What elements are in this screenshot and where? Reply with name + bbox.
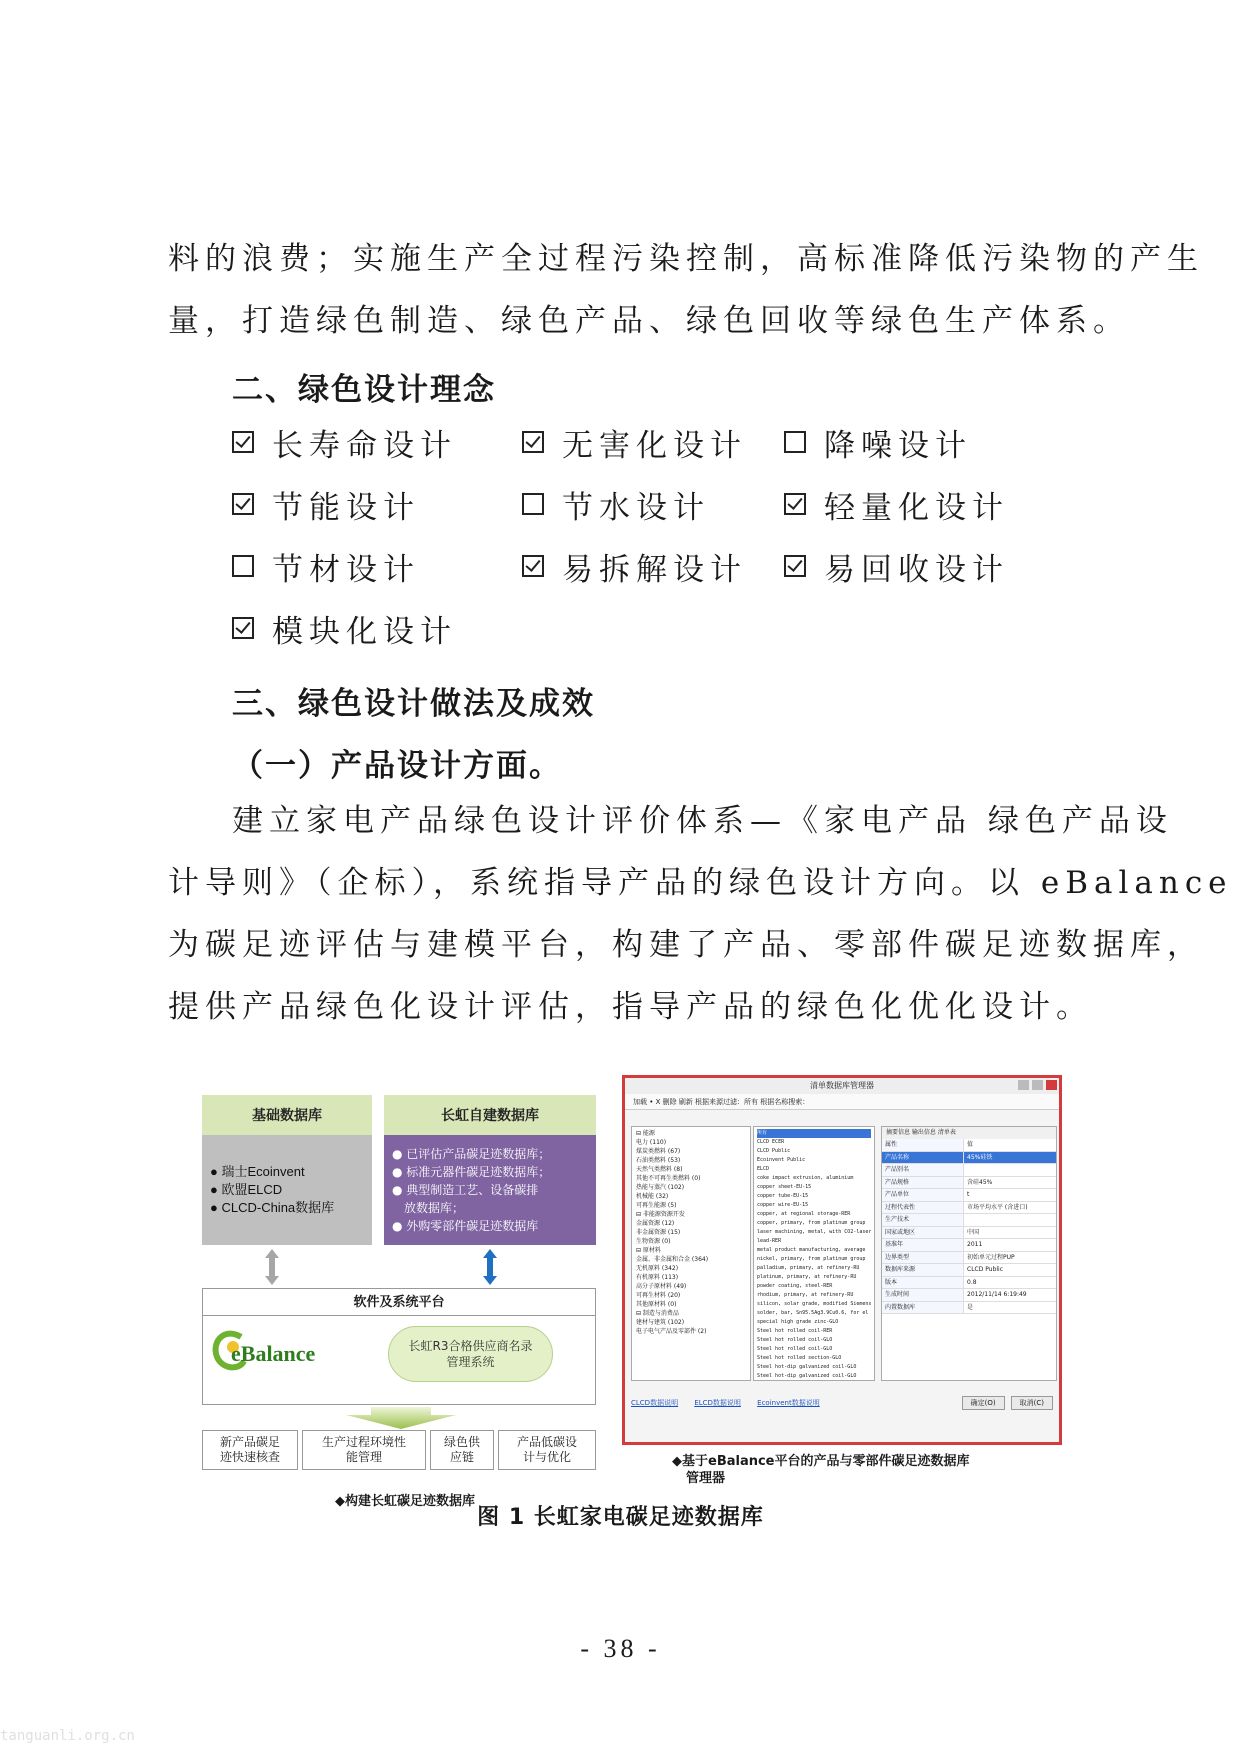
list-item: metal product manufacturing, average [757,1247,866,1253]
figure-caption: 图 1 长虹家电碳足迹数据库 [477,1505,764,1530]
database-manager-screenshot [622,1075,1062,1445]
body-line-4: 提供产品绿色化设计评估，指导产品的绿色化优化设计。 [168,989,1093,1025]
property-row [882,1277,1056,1290]
list-item: Steel hot-dip galvanized coil-GLO [757,1364,857,1370]
checklist-label: 长寿命设计 [272,427,457,464]
property-row [882,1177,1056,1190]
property-key: 产品名称 [882,1152,964,1164]
tree-item: 可再生材料 (20) [636,1292,681,1299]
property-key: 边界类型 [882,1252,964,1264]
list-item: 所有 [757,1129,871,1138]
checklist-item [232,546,420,586]
platform-title: 软件及系统平台 [203,1289,595,1316]
property-key: 产品单位 [882,1189,964,1201]
list-item: nickel, primary, from platinum group [757,1256,866,1262]
list-item: 放数据库； [404,1201,465,1215]
diagram-caption: ◆构建长虹碳足迹数据库 [335,1494,475,1509]
property-key: 生成时间 [882,1289,964,1301]
tree-item: 机械能 (32) [636,1193,669,1200]
tree-item: 金属、非金属和合金 (364) [636,1256,709,1263]
checklist-item [784,484,1009,524]
property-value: 45%硅铁 [964,1152,1056,1164]
application-row [202,1430,596,1470]
tree-item: 煤炭类燃料 (67) [636,1148,681,1155]
checklist-label: 模块化设计 [272,613,457,650]
list-item: Steel hot rolled coil-GLO [757,1337,833,1343]
property-key: 生产技术 [882,1214,964,1226]
property-row [882,1202,1056,1215]
property-value: 中国 [967,1228,980,1236]
intro-line-1: 料的浪费；实施生产全过程污染控制，高标准降低污染物的产生 [168,241,1204,277]
checked-box-icon [232,617,254,639]
property-row [882,1139,1056,1152]
tree-item: ⊟ 非能源资源开发 [636,1211,685,1218]
property-value [964,1214,1056,1226]
list-item: rhodium, primary, at refinery-RU [757,1292,854,1298]
list-item: ● 标准元器件碳足迹数据库； [392,1165,551,1179]
list-item: Ecoinvent Public [757,1157,806,1163]
property-value: 初始单元过程PUP [967,1253,1015,1261]
list-item: coke impact extrusion, aluminium [757,1175,854,1181]
list-item: copper sheet-EU-15 [757,1184,812,1190]
properties-tabs: 摘要信息 输出信息 清单表 [882,1127,1056,1139]
tree-item: 金属资源 (12) [636,1220,675,1227]
list-item: ● 已评估产品碳足迹数据库； [392,1147,551,1161]
tree-item: 其他不可再生类燃料 (0) [636,1175,701,1182]
checklist-label: 节水设计 [562,489,710,526]
checklist-label: 易拆解设计 [562,551,747,588]
clcd-link: CLCD数据说明 [631,1399,679,1407]
application-box: 新产品碳足 迹快速核查 [202,1430,298,1470]
property-row [882,1289,1056,1302]
checked-box-icon [784,493,806,515]
property-value: 2012/11/14 6:19:49 [967,1291,1027,1298]
list-item: Steel hot-dip galvanized coil-GLO [757,1373,857,1379]
checked-box-icon [522,431,544,453]
checklist-item [784,422,972,462]
list-item: CLCD Public [757,1148,791,1154]
checklist-label: 降噪设计 [824,427,972,464]
ebalance-logo-text: eBalance [231,1341,316,1366]
minimize-icon [1018,1080,1029,1090]
category-tree [631,1126,751,1381]
tree-item: ⊟ 能源 [636,1130,655,1137]
checklist-label: 轻量化设计 [824,489,1009,526]
checked-box-icon [784,555,806,577]
intro-line-2: 量，打造绿色制造、绿色产品、绿色回收等绿色生产体系。 [168,303,1130,339]
list-item: CLCD ECER [757,1139,785,1145]
supplier-system-cloud: 长虹R3合格供应商名录 管理系统 [388,1326,553,1382]
double-arrow-gray-icon [265,1249,279,1285]
list-item: silicon, solar grade, modified Siemens [757,1301,872,1307]
list-item: copper wire-EU-15 [757,1202,809,1208]
base-database-header: 基础数据库 [202,1095,372,1135]
checklist-label: 节能设计 [272,489,420,526]
close-icon [1046,1080,1057,1090]
property-key: 基准年 [882,1239,964,1251]
checklist-item [232,422,457,462]
property-value: 是 [967,1303,974,1311]
checklist-label: 易回收设计 [824,551,1009,588]
checked-box-icon [522,555,544,577]
list-item: special high grade zinc-GLO [757,1319,839,1325]
property-row [882,1302,1056,1315]
checklist-label: 节材设计 [272,551,420,588]
cancel-button: 取消(C) [1011,1396,1053,1410]
checklist-row [232,422,1052,462]
checklist-item [784,546,1009,586]
property-row [882,1189,1056,1202]
elcd-link: ELCD数据说明 [694,1399,741,1407]
property-value: 含硅45% [967,1178,993,1186]
property-value: 市场平均水平 (含进口) [967,1203,1028,1211]
watermark: tanguanli.org.cn [0,1728,135,1744]
property-key: 过程代表性 [882,1202,964,1214]
tree-item: 高分子原材料 (49) [636,1283,687,1290]
checked-box-icon [232,493,254,515]
body-line-2: 计导则》（企标），系统指导产品的绿色设计方向。以 eBalance [168,865,1233,901]
property-row [882,1239,1056,1252]
list-item: Steel hot rolled coil-RER [757,1328,833,1334]
tree-item: 建材与建筑 (102) [636,1319,685,1326]
own-database-list [384,1135,596,1245]
property-key: 内置数据库 [882,1302,964,1314]
maximize-icon [1032,1080,1043,1090]
list-item: ● 外购零部件碳足迹数据库 [392,1219,539,1233]
unchecked-box-icon [784,431,806,453]
list-item: ELCD [757,1166,770,1172]
tree-item: 可再生能源 (5) [636,1202,677,1209]
list-item: ● 欧盟ELCD [210,1182,283,1197]
tree-item: ⊟ 制造与消费品 [636,1310,679,1317]
property-row [882,1214,1056,1227]
checked-box-icon [232,431,254,453]
dialog-buttons [962,1396,1053,1410]
property-key: 产品规格 [882,1177,964,1189]
section-2-title: 二、绿色设计理念 [232,372,496,408]
list-item: ● 典型制造工艺、设备碳排 [392,1183,539,1197]
checklist-label: 无害化设计 [562,427,747,464]
checklist-item [232,484,420,524]
property-value: 0.8 [967,1278,977,1286]
tree-item: 石油类燃料 (53) [636,1157,681,1164]
property-row [882,1264,1056,1277]
property-key: 国家或地区 [882,1227,964,1239]
tree-item: ⊟ 原材料 [636,1247,661,1254]
property-value: CLCD Public [967,1266,1004,1273]
checklist-item [522,422,747,462]
property-row [882,1164,1056,1177]
tree-item: 热能与蒸汽 (102) [636,1184,685,1191]
list-item: laser machining, metal, with CO2-laser [757,1229,872,1235]
checklist-item [522,546,747,586]
double-arrow-blue-icon [483,1249,497,1285]
carbon-database-diagram [200,1095,598,1480]
screenshot-caption: ◆基于eBalance平台的产品与零部件碳足迹数据库 管理器 [672,1454,970,1486]
checklist-row [232,484,1052,524]
tree-item: 电力 (110) [636,1139,667,1146]
property-value: 2011 [967,1241,983,1248]
own-database-header: 长虹自建数据库 [384,1095,596,1135]
page-number: - 38 - [580,1634,661,1663]
checklist-item [522,484,710,524]
unchecked-box-icon [232,555,254,577]
list-item: Steel hot rolled coil-GLO [757,1346,833,1352]
down-arrow-icon [346,1407,456,1429]
process-list [753,1126,875,1381]
property-value: 值 [967,1141,974,1148]
toolbar: 加载 • X 删除 刷新 根据来源过滤：所有 根据名称搜索： [625,1094,1059,1110]
tree-item: 天然气类燃料 (8) [636,1166,683,1173]
property-key: 属性 [882,1139,964,1151]
body-line-3: 为碳足迹评估与建模平台，构建了产品、零部件碳足迹数据库， [168,927,1204,963]
property-key: 数据库来源 [882,1264,964,1276]
ok-button: 确定(O) [962,1396,1005,1410]
list-item: lead-RER [757,1238,782,1244]
section-3-title: 三、绿色设计做法及成效 [232,686,595,722]
application-box: 绿色供 应链 [430,1430,494,1470]
tree-item: 非金属资源 (15) [636,1229,681,1236]
property-value: t [967,1191,970,1198]
list-item: copper tube-EU-15 [757,1193,809,1199]
checklist-item [232,608,457,648]
list-item: Steel hot rolled section-GLO [757,1355,842,1361]
window-controls [1018,1080,1057,1090]
list-item: palladium, primary, at refinery-RU [757,1265,860,1271]
tree-item: 有机原料 (113) [636,1274,679,1281]
list-item: platinum, primary, at refinery-RU [757,1274,857,1280]
body-line-1: 建立家电产品绿色设计评价体系—《家电产品 绿色产品设 [232,803,1173,839]
window-title: 清单数据库管理器 [625,1078,1059,1094]
ecoinvent-link: Ecoinvent数据说明 [757,1399,820,1407]
section-3-subtitle: （一）产品设计方面。 [232,748,562,784]
property-value [964,1164,1056,1176]
software-platform-box [202,1288,596,1405]
checklist-row [232,546,1052,586]
tree-item: 无机原料 (342) [636,1265,679,1272]
unchecked-box-icon [522,493,544,515]
property-key: 版本 [882,1277,964,1289]
property-row [882,1227,1056,1240]
tree-item: 生物资源 (0) [636,1238,671,1245]
list-item: solder, bar, Sn95.5Ag3.9Cu0.6, for el [757,1310,869,1316]
base-database-list [202,1135,372,1245]
tree-item: 电子电气产品及零部件 (2) [636,1328,707,1335]
properties-panel [881,1126,1057,1381]
property-row [882,1252,1056,1265]
application-box: 产品低碳设 计与优化 [498,1430,596,1470]
checklist-row [232,608,1052,648]
application-box: 生产过程环境性 能管理 [302,1430,426,1470]
property-key: 产品别名 [882,1164,964,1176]
tree-item: 其他原材料 (0) [636,1301,677,1308]
property-row [882,1152,1056,1165]
list-item: powder coating, steel-RER [757,1283,833,1289]
list-item: copper, at regional storage-RER [757,1211,851,1217]
list-item: ● 瑞士Ecoinvent [210,1164,305,1179]
list-item: copper, primary, from platinum group [757,1220,866,1226]
list-item: ● CLCD-China数据库 [210,1200,335,1215]
